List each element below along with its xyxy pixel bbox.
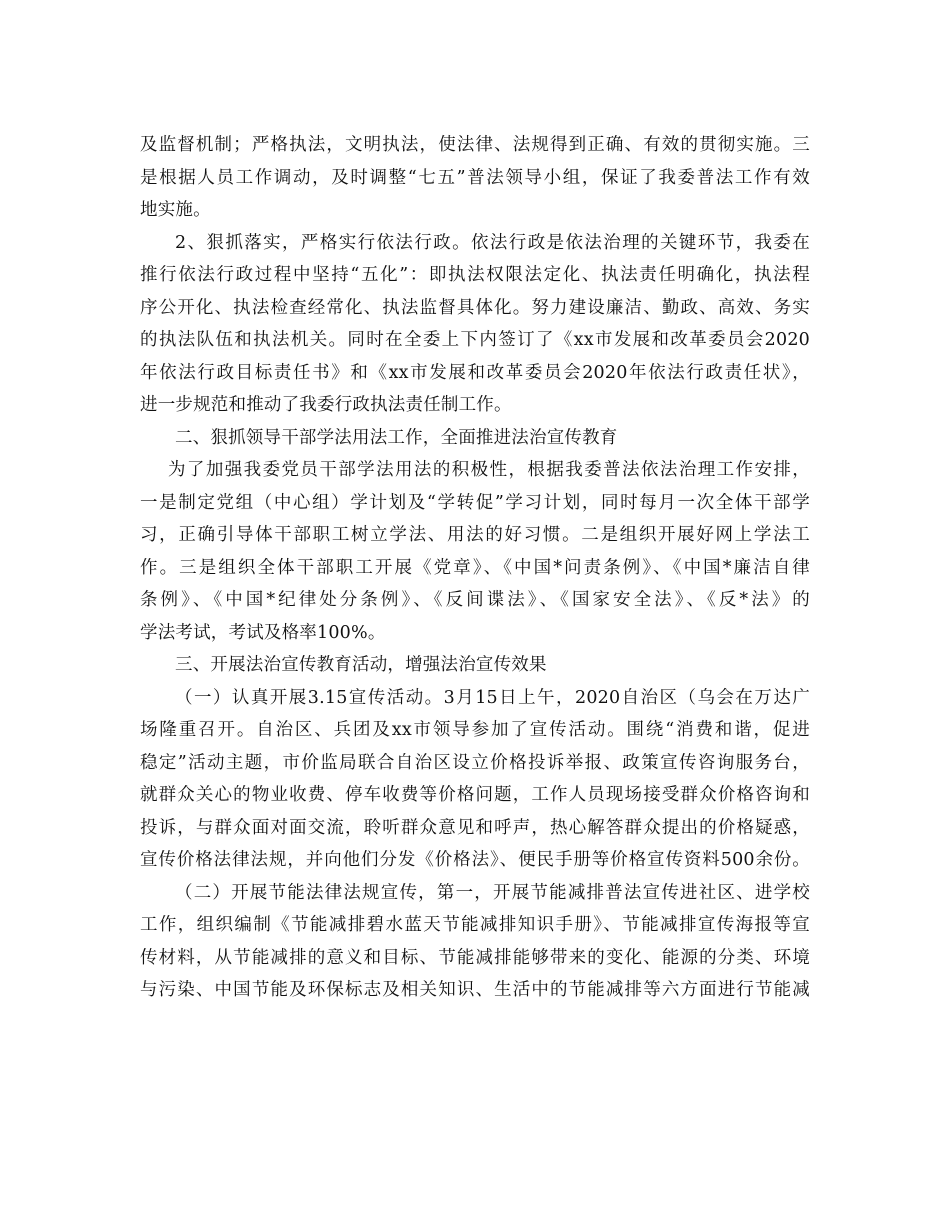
text-line: 场隆重召开。自治区、兵团及xx市领导参加了宣传活动。围绕“消费和谐，促进: [140, 720, 810, 740]
text-line: 习，正确引导体干部职工树立学法、用法的好习惯。二是组织开展好网上学法工: [140, 525, 810, 545]
text-line: 及监督机制；严格执法，文明执法，使法律、法规得到正确、有效的贯彻实施。三: [140, 135, 810, 155]
text-line: 工作，组织编制《节能减排碧水蓝天节能减排知识手册》、节能减排宣传海报等宣: [140, 915, 810, 935]
text-line: 序公开化、执法检查经常化、执法监督具体化。努力建设廉洁、勤政、高效、务实: [140, 297, 810, 318]
text-line: 年依法行政目标责任书》和《xx市发展和改革委员会2020年依法行政责任状》，: [140, 362, 810, 383]
text-line: 作。三是组织全体干部职工开展《党章》、《中国*问责条例》、《中国*廉洁自律: [140, 557, 810, 578]
text-line: 地实施。: [140, 200, 211, 220]
text-line: 一是制定党组（中心组）学计划及“学转促”学习计划，同时每月一次全体干部学: [140, 492, 810, 513]
text-line: 就群众关心的物业收费、停车收费等价格问题，工作人员现场接受群众价格咨询和: [140, 785, 810, 805]
text-line: 稳定”活动主题，市价监局联合自治区设立价格投诉举报、政策宣传咨询服务台，: [140, 752, 810, 773]
section-heading: 三、开展法治宣传教育活动，增强法治宣传效果: [175, 655, 547, 675]
section-heading: 二、狠抓领导干部学法用法工作，全面推进法治宣传教育: [175, 427, 618, 448]
text-line: 学法考试，考试及格率100%。: [140, 622, 386, 643]
text-line: 宣传价格法律法规，并向他们分发《价格法》、便民手册等价格宣传资料500余份。: [140, 850, 810, 870]
text-line: 传材料，从节能减排的意义和目标、节能减排能够带来的变化、能源的分类、环境: [140, 947, 810, 968]
paragraph-start-line: 2、狠抓落实，严格实行依法行政。依法行政是依法治理的关键环节，我委在: [175, 232, 810, 253]
paragraph-start-line: （二）开展节能法律法规宣传，第一，开展节能减排普法宣传进社区、进学校: [175, 882, 810, 903]
paragraph-start-line: 为了加强我委党员干部学法用法的积极性，根据我委普法依法治理工作安排，: [168, 460, 810, 480]
paragraph-start-line: （一）认真开展3.15宣传活动。3月15日上午，2020自治区（乌会在万达广: [175, 687, 810, 708]
text-line: 是根据人员工作调动，及时调整“七五”普法领导小组，保证了我委普法工作有效: [140, 167, 810, 188]
text-line: 推行依法行政过程中坚持“五化”：即执法权限法定化、执法责任明确化，执法程: [140, 265, 810, 285]
text-line: 投诉，与群众面对面交流，聆听群众意见和呼声，热心解答群众提出的价格疑惑，: [140, 817, 810, 838]
document-body: [140, 129, 810, 1007]
text-line: 条例》、《中国*纪律处分条例》、《反间谍法》、《国家安全法》、《反*法》的: [140, 590, 810, 610]
text-line: 的执法队伍和执法机关。同时在全委上下内签订了《xx市发展和改革委员会2020: [140, 330, 810, 350]
text-line: 与污染、中国节能及环保标志及相关知识、生活中的节能减排等六方面进行节能减: [140, 980, 810, 1000]
text-line: 进一步规范和推动了我委行政执法责任制工作。: [140, 395, 512, 415]
